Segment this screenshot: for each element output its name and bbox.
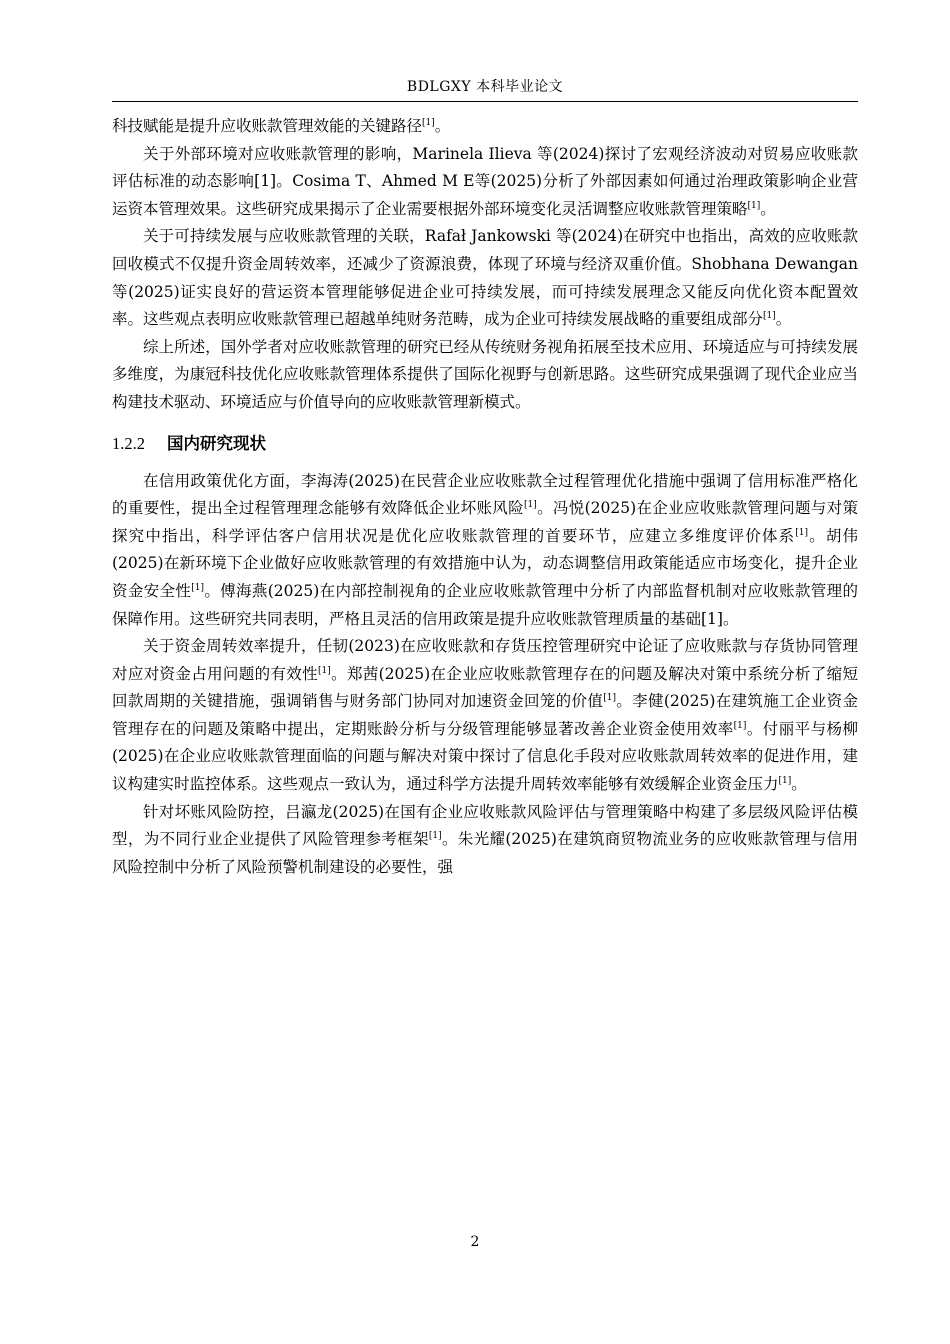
citation: [1]: [603, 693, 616, 704]
section-number: 1.2.2: [112, 433, 145, 453]
section-heading: [112, 430, 858, 458]
citation: [1]: [778, 775, 792, 786]
section-title: 国内研究现状: [167, 433, 266, 453]
paragraph: 关于可持续发展与应收账款管理的关联，Rafał Jankowski 等(2024)在研究中也指出，高效的应收账款回收模式不仅提升资金周转效率，还减少了资源浪费，体现了环境与经济双重价值。Shobhana Dewangan 等(2025)证实良好的营运资本管理能够促进企业可持续发展，而可持续发展理念又能反向优化资本配置效率。这些观点表明应收账款管理已超越单纯财务范畴，成为企业可持续发展战略的重要组成部分[1]。: [112, 227, 858, 329]
citation: [1]: [422, 117, 435, 128]
paragraph: 关于资金周转效率提升，任韧(2023)在应收账款和存货压控管理研究中论证了应收账款与存货协同管理对应对资金占用问题的有效性[1]。郑茜(2025)在企业应收账款管理存在的问题及解决对策中系统分析了缩短回款周期的关键措施，强调销售与财务部门协同对加速资金回笼的价值[1]。李健(2025)在建筑施工企业资金管理存在的问题及策略中提出，定期账龄分析与分级管理能够显著改善企业资金使用效率[1]。付丽平与杨柳(2025)在企业应收账款管理面临的问题与解决对策中探讨了信息化手段对应收账款周转效率的促进作用，建议构建实时监控体系。这些观点一致认为，通过科学方法提升周转效率能够有效缓解企业资金压力[1]。: [112, 637, 858, 794]
citation: [1]: [747, 200, 761, 211]
citation: [1]: [795, 527, 808, 538]
paragraph: 科技赋能是提升应收账款管理效能的关键路径[1]。: [112, 117, 451, 135]
citation: [1]: [763, 311, 776, 321]
citation: [1]: [318, 665, 331, 676]
citation: [1]: [428, 831, 442, 842]
citation: [1]: [191, 582, 204, 593]
header-title: BDLGXY 本科毕业论文: [406, 79, 564, 95]
citation: [1]: [523, 499, 537, 510]
paragraph: 针对坏账风险防控，吕瀛龙(2025)在国有企业应收账款风险评估与管理策略中构建了多层级风险评估模型，为不同行业企业提供了风险管理参考框架[1]。朱光耀(2025)在建筑商贸物流业务的应收账款管理与信用风险控制中分析了风险预警机制建设的必要性，强: [112, 802, 858, 876]
citation: [1]: [733, 720, 747, 731]
paragraph: 在信用政策优化方面，李海涛(2025)在民营企业应收账款全过程管理优化措施中强调了信用标准严格化的重要性，提出全过程管理理念能够有效降低企业坏账风险[1]。冯悦(2025)在企业应收账款管理问题与对策探究中指出，科学评估客户信用状况是优化应收账款管理的首要环节，应建立多维度评价体系[1]。胡伟(2025)在新环境下企业做好应收账款管理的有效措施中认为，动态调整信用政策能适应市场变化，提升企业资金安全性[1]。傅海燕(2025)在内部控制视角的企业应收账款管理中分析了内部监督机制对应收账款管理的保障作用。这些研究共同表明，严格且灵活的信用政策是提升应收账款管理质量的基础[1]。: [112, 471, 858, 628]
page-number: 2: [470, 1234, 480, 1250]
paragraph: 综上所述，国外学者对应收账款管理的研究已经从传统财务视角拓展至技术应用、环境适应与可持续发展多维度，为康冠科技优化应收账款管理体系提供了国际化视野与创新思路。这些研究成果强调了现代企业应当构建技术驱动、环境适应与价值导向的应收账款管理新模式。: [112, 337, 858, 411]
page-body: [112, 113, 858, 881]
paragraph: 关于外部环境对应收账款管理的影响，Marinela Ilieva 等(2024)探讨了宏观经济波动对贸易应收账款评估标准的动态影响[1]。Cosima T、Ahmed M E等(2025)分析了外部因素如何通过治理政策影响企业营运资本管理效果。这些研究成果揭示了企业需要根据外部环境变化灵活调整应收账款管理策略[1]。: [112, 144, 858, 218]
page-header: [112, 76, 858, 102]
